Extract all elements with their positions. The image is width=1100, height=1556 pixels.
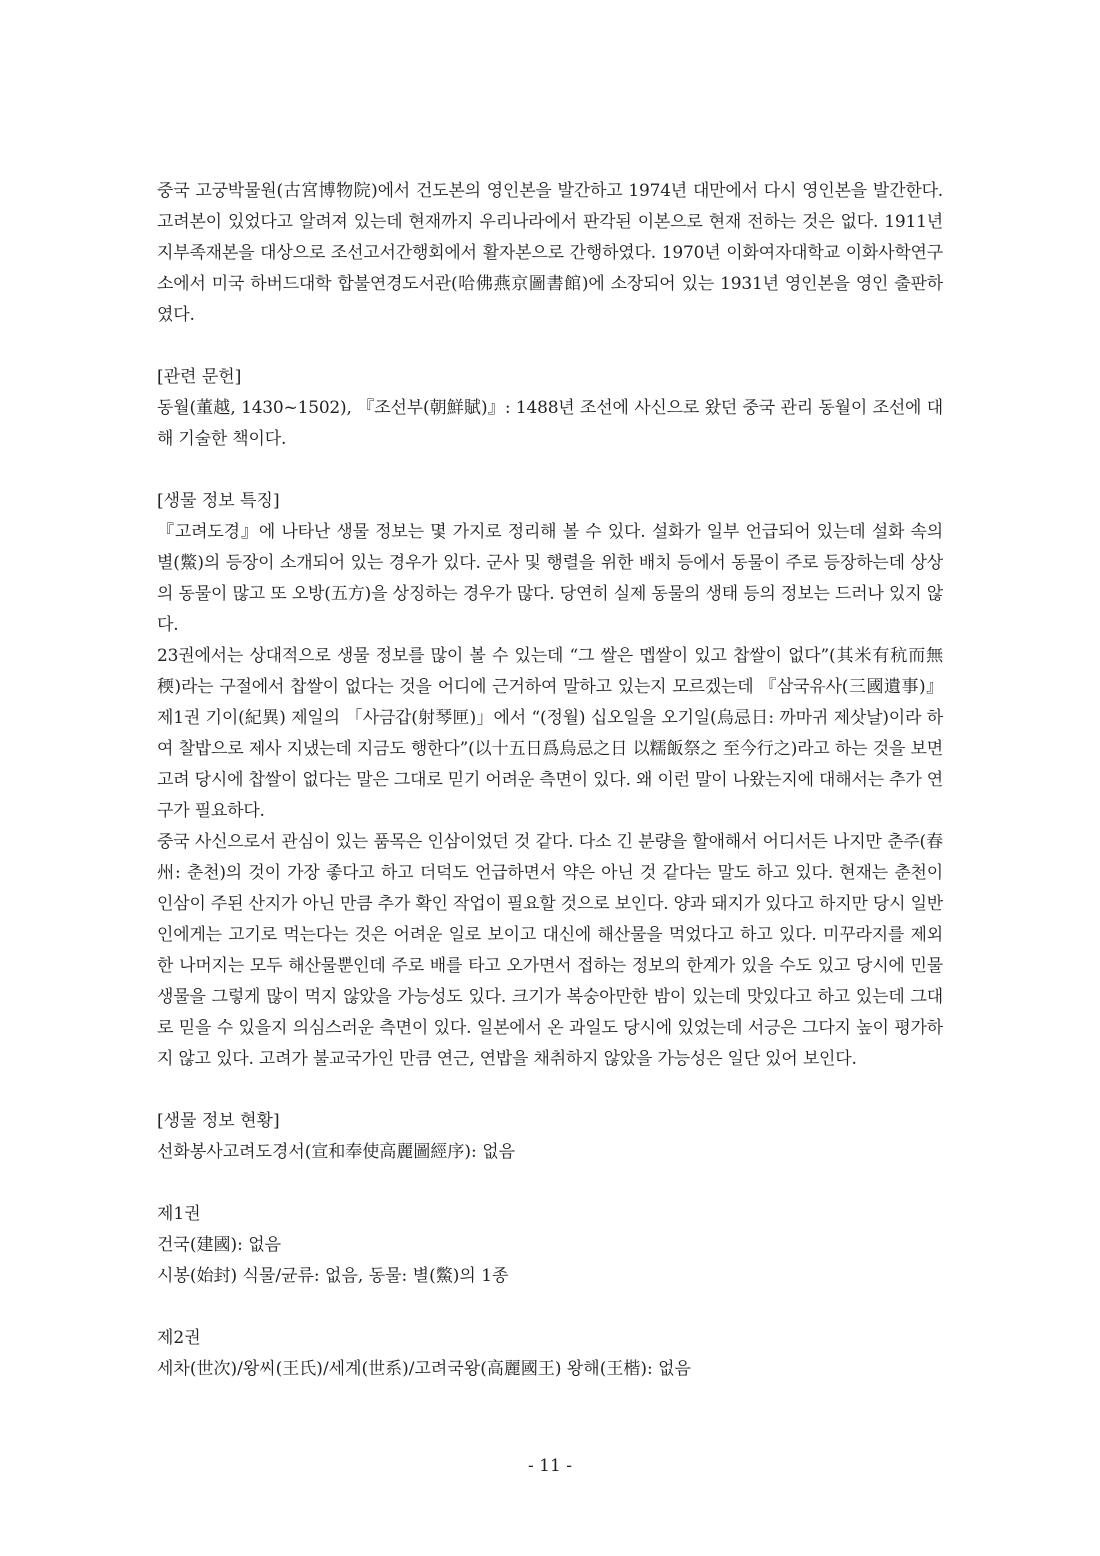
page-body — [157, 176, 943, 1385]
volume1-line-2: 시봉(始封) 식물/균류: 없음, 동물: 별(鱉)의 1종 — [157, 1266, 509, 1286]
spacer — [157, 455, 943, 486]
page-number: - 11 - — [528, 1456, 572, 1476]
status-preface: 선화봉사고려도경서(宣和奉使高麗圖經序): 없음 — [157, 1142, 516, 1162]
volume2-line-1: 세차(世次)/왕씨(王氏)/세계(世系)/고려국왕(高麗國王) 왕해(王楷): 없음 — [157, 1359, 691, 1379]
status-heading: [생물 정보 현황] — [157, 1111, 280, 1131]
features-paragraph-2: 23권에서는 상대적으로 생물 정보를 많이 볼 수 있는데 “그 쌀은 멥쌀이 있고 찹쌀이 없다”(其米有秔而無稬)라는 구절에서 찹쌀이 없다는 것을 어디에 근거하여 말하고 있는지 모르겠는데 『삼국유사(三國遺事)』 제1권 기이(紀異) 제일의 「사금갑(射琴匣)」에서 “(정월) 십오일을 오기일(烏忌日: 까마귀 제삿날)이라 하여 찰밥으로 제사 지냈는데 지금도 행한다”(以十五日爲烏忌之日 以糯飯祭之 至今行之)라고 하는 것을 보면 고려 당시에 찹쌀이 없다는 말은 그대로 믿기 어려운 측면이 있다. 왜 이런 말이 나왔는지에 대해서는 추가 연구가 필요하다. — [157, 646, 944, 821]
features-heading: [생물 정보 특징] — [157, 491, 280, 511]
spacer — [157, 1075, 943, 1106]
related-heading: [관련 문헌] — [157, 367, 242, 387]
spacer — [157, 1292, 943, 1323]
features-paragraph-3: 중국 사신으로서 관심이 있는 품목은 인삼이었던 것 같다. 다소 긴 분량을 할애해서 어디서든 나지만 춘주(春州: 춘천)의 것이 가장 좋다고 하고 더덕도 언급하면서 약은 아닌 것 같다는 말도 하고 있다. 현재는 춘천이 인삼이 주된 산지가 아닌 만큼 추가 확인 작업이 필요할 것으로 보인다. 양과 돼지가 있다고 하지만 당시 일반인에게는 고기로 먹는다는 것은 어려운 일로 보이고 대신에 해산물을 먹었다고 하고 있다. 미꾸라지를 제외한 나머지는 모두 해산물뿐인데 주로 배를 타고 오가면서 접하는 정보의 한계가 있을 수도 있고 당시에 민물생물을 그렇게 많이 먹지 않았을 가능성도 있다. 크기가 복숭아만한 밤이 있는데 맛있다고 하고 있는데 그대로 믿을 수 있을지 의심스러운 측면이 있다. 일본에서 온 과일도 당시에 있었는데 서긍은 그다지 높이 평가하지 않고 있다. 고려가 불교국가인 만큼 연근, 연밥을 채취하지 않았을 가능성은 일단 있어 보인다. — [157, 832, 944, 1069]
spacer — [157, 1168, 943, 1199]
related-text: 동월(董越, 1430~1502), 『조선부(朝鮮賦)』: 1488년 조선에 사신으로 왔던 중국 관리 동월이 조선에 대해 기술한 책이다. — [157, 398, 943, 449]
volume2-heading: 제2권 — [157, 1328, 201, 1348]
volume1-line-1: 건국(建國): 없음 — [157, 1235, 282, 1255]
features-paragraph-1: 『고려도경』에 나타난 생물 정보는 몇 가지로 정리해 볼 수 있다. 설화가 일부 언급되어 있는데 설화 속의 별(鱉)의 등장이 소개되어 있는 경우가 있다. 군사 및 행렬을 위한 배치 등에서 동물이 주로 등장하는데 상상의 동물이 많고 또 오방(五方)을 상징하는 경우가 많다. 당연히 실제 동물의 생태 등의 정보는 드러나 있지 않다. — [157, 522, 943, 635]
spacer — [157, 331, 943, 362]
volume1-heading: 제1권 — [157, 1204, 201, 1224]
intro-paragraph: 중국 고궁박물원(古宮博物院)에서 건도본의 영인본을 발간하고 1974년 대만에서 다시 영인본을 발간한다. 고려본이 있었다고 알려져 있는데 현재까지 우리나라에서 판각된 이본으로 현재 전하는 것은 없다. 1911년 지부족재본을 대상으로 조선고서간행회에서 활자본으로 간행하였다. 1970년 이화여자대학교 이화사학연구소에서 미국 하버드대학 합불연경도서관(哈佛燕京圖書館)에 소장되어 있는 1931년 영인본을 영인 출판하였다. — [157, 181, 943, 325]
